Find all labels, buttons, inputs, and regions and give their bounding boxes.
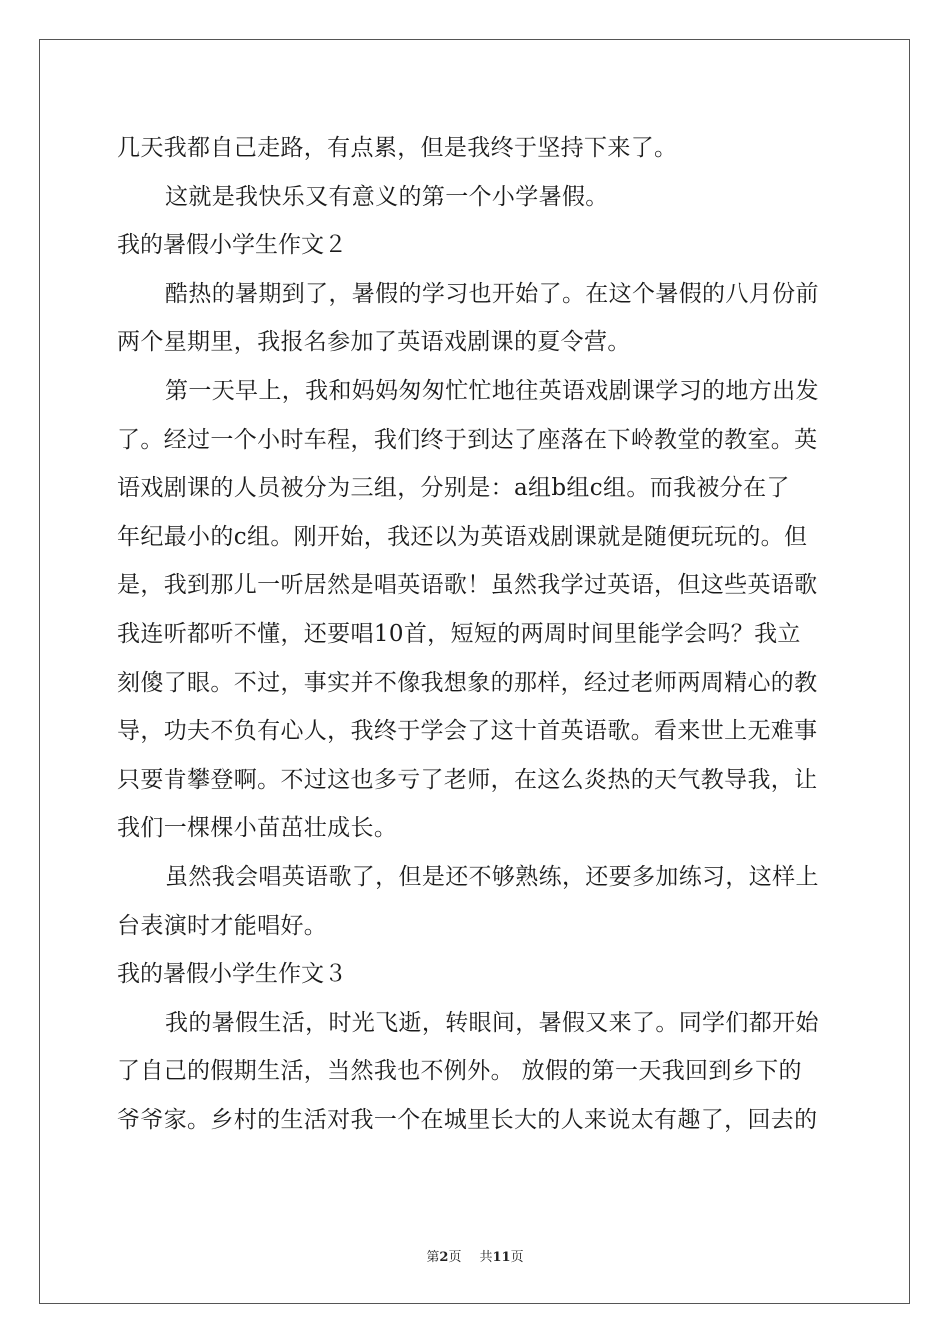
footer-total-label: 共	[479, 1250, 493, 1265]
section-heading: 我的暑假小学生作文２	[117, 232, 347, 259]
text-line: 语戏剧课的人员被分为三组，分别是：a组b组c组。而我被分在了	[117, 475, 790, 502]
section-heading: 我的暑假小学生作文３	[117, 961, 347, 988]
footer-page-number: 2	[439, 1250, 449, 1265]
text-line: 酷热的暑期到了，暑假的学习也开始了。在这个暑假的八月份前	[165, 280, 819, 307]
text-line: 刻傻了眼。不过，事实并不像我想象的那样，经过老师两周精心的教	[117, 669, 818, 696]
text-line: 两个星期里，我报名参加了英语戏剧课的夏令营。	[117, 329, 631, 356]
footer-total-pages: 11	[492, 1250, 511, 1265]
text-line: 导，功夫不负有心人，我终于学会了这十首英语歌。看来世上无难事	[117, 718, 818, 745]
text-line: 这就是我快乐又有意义的第一个小学暑假。	[165, 183, 609, 210]
footer-page-label: 第	[426, 1250, 440, 1265]
text-line: 台表演时才能唱好。	[117, 912, 328, 939]
text-line: 只要肯攀登啊。不过这也多亏了老师，在这么炎热的天气教导我，让	[117, 766, 818, 793]
text-line: 第一天早上，我和妈妈匆匆忙忙地往英语戏剧课学习的地方出发	[165, 377, 819, 404]
text-line: 我连听都听不懂，还要唱10首，短短的两周时间里能学会吗？我立	[117, 620, 801, 647]
text-line: 年纪最小的c组。刚开始，我还以为英语戏剧课就是随便玩玩的。但	[117, 523, 808, 550]
document-body	[117, 124, 833, 1144]
text-line: 是，我到那儿一听居然是唱英语歌！虽然我学过英语，但这些英语歌	[117, 572, 818, 599]
footer-total-unit: 页	[510, 1250, 524, 1265]
footer-page-unit: 页	[448, 1250, 462, 1265]
text-line: 我的暑假生活，时光飞逝，转眼间，暑假又来了。同学们都开始	[165, 1009, 819, 1036]
text-line: 了自己的假期生活，当然我也不例外。 放假的第一天我回到乡下的	[117, 1058, 802, 1085]
text-line: 我们一棵棵小苗茁壮成长。	[117, 815, 398, 842]
text-line: 几天我都自己走路，有点累，但是我终于坚持下来了。	[117, 135, 678, 161]
text-line: 爷爷家。乡村的生活对我一个在城里长大的人来说太有趣了，回去的	[117, 1106, 818, 1133]
text-line: 虽然我会唱英语歌了，但是还不够熟练，还要多加练习，这样上	[165, 863, 819, 890]
text-line: 了。经过一个小时车程，我们终于到达了座落在下岭教堂的教室。英	[117, 426, 818, 453]
page-footer	[0, 1246, 950, 1265]
